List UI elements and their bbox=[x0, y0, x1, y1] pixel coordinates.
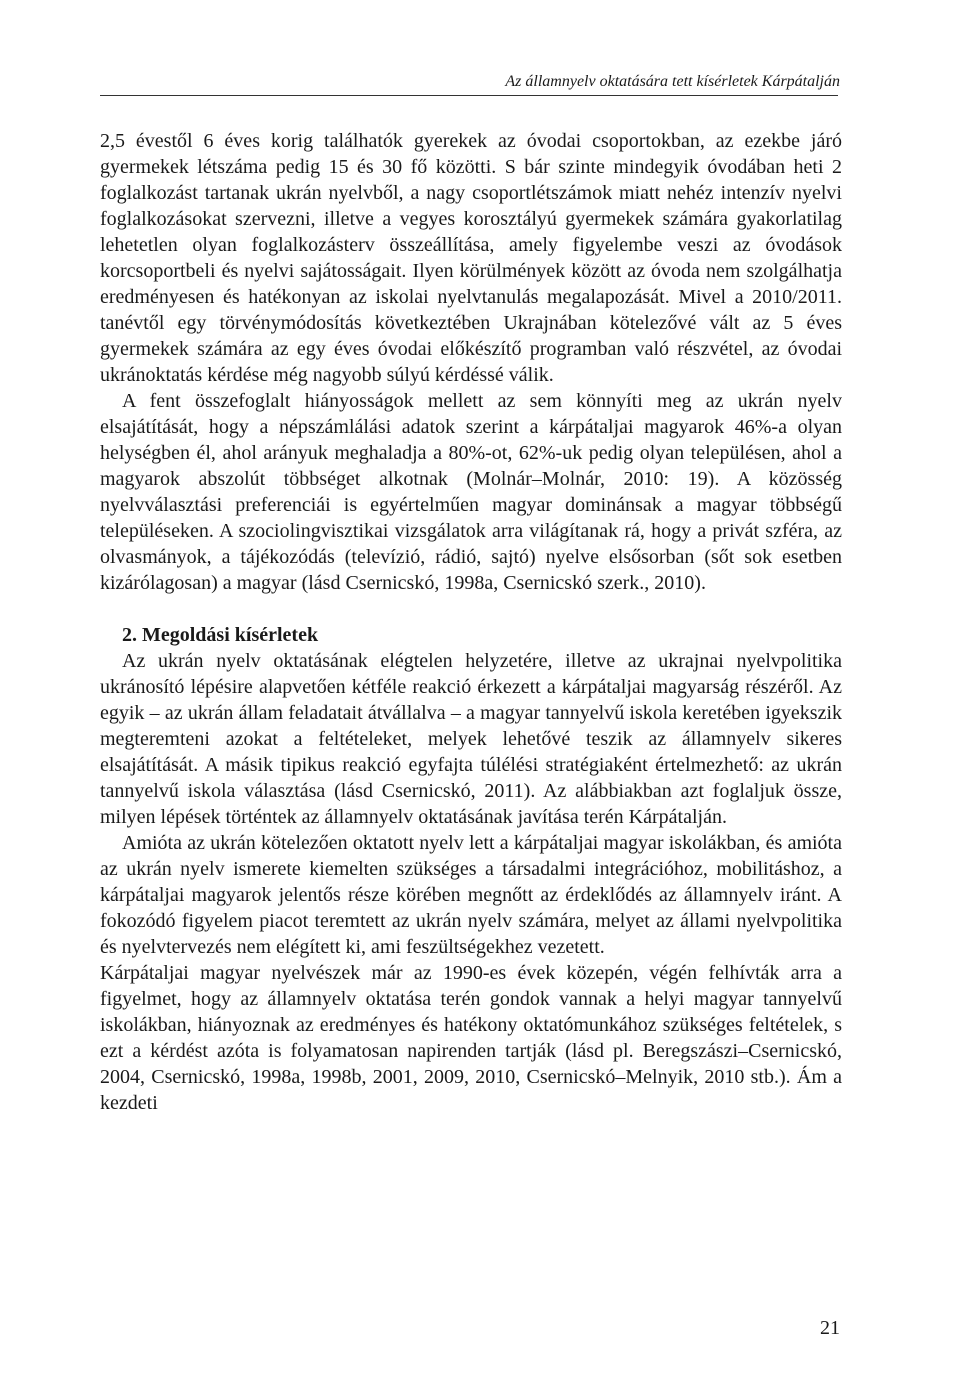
body-text bbox=[100, 128, 842, 1116]
paragraph: Kárpátaljai magyar nyelvészek már az 1990-es évek közepén, végén felhívták arra a figyelmet, hogy az államnyelv oktatása terén gondok vannak a helyi magyar tannyelvű iskolákban, hiányoznak az eredményes és hatékony oktatómunkához szükséges feltételek, s ezt a kérdést azóta is folyamatosan napirenden tartják (lásd pl. Beregszászi–Csernicskó, 2004, Csernicskó, 1998a, 1998b, 2001, 2009, 2010, Csernicskó–Melnyik, 2010 stb.). Ám a kezdeti bbox=[100, 962, 842, 1114]
running-header: Az államnyelv oktatására tett kísérletek Kárpátalján bbox=[505, 73, 840, 90]
page-number: 21 bbox=[820, 1317, 840, 1339]
paragraph: A fent összefoglalt hiányosságok mellett az sem könnyíti meg az ukrán nyelv elsajátítását, hogy a népszámlálási adatok szerint a kárpátaljai magyarok 46%-a olyan helységben él, ahol arányuk meghaladja a 80%-ot, 62%-uk pedig olyan településen, ahol a magyarok abszolút többséget alkotnak (Molnár–Molnár, 2010: 19). A közösség nyelvválasztási preferenciái is egyértelműen magyar dominánsak a magyar többségű településeken. A szociolingvisztikai vizsgálatok arra világítanak rá, hogy a privát szféra, az olvasmányok, a tájékozódás (televízió, rádió, sajtó) nyelve elsősorban (sőt sok esetben kizárólagosan) a magyar (lásd Csernicskó, 1998a, Csernicskó szerk., 2010). bbox=[100, 390, 842, 594]
paragraph: 2,5 évestől 6 éves korig találhatók gyerekek az óvodai csoportokban, az ezekbe járó gyermekek létszáma pedig 15 és 30 fő közötti. S bár szinte mindegyik óvodában heti 2 foglalkozást tartanak ukrán nyelvből, a nagy csoportlétszámok miatt nehéz intenzív nyelvi foglalkozásokat szervezni, illetve a vegyes korosztályú gyermekek számára gyakorlatilag lehetetlen olyan foglalkozásterv összeállítása, amely figyelembe veszi az óvodások korcsoportbeli és nyelvi sajátosságait. Ilyen körülmények között az óvoda nem szolgálhatja eredményesen és hatékonyan az iskolai nyelvtanulás megalapozását. Mivel a 2010/2011. tanévtől egy törvénymódosítás következtében Ukrajnában kötelezővé vált az 5 éves gyermekek számára az egy éves óvodai előkészítő programban való részvétel, az óvodai ukránoktatás kérdése még nagyobb súlyú kérdéssé válik. bbox=[100, 130, 842, 386]
section-heading: 2. Megoldási kísérletek bbox=[122, 624, 319, 646]
paragraph: Az ukrán nyelv oktatásának elégtelen helyzetére, illetve az ukrajnai nyelvpolitika ukránosító lépésire alapvetően kétféle reakció érkezett a kárpátaljai magyarság részéről. Az egyik – az ukrán állam feladatait átvállalva – a magyar tannyelvű iskola keretében igyekszik megteremteni azokat a feltételeket, melyek lehetővé teszik az államnyelv sikeres elsajátítását. A másik tipikus reakció egyfajta túlélési stratégiaként értelmezhető: az ukrán tannyelvű iskola választása (lásd Csernicskó, 2011). Az alábbiakban azt foglaljuk össze, milyen lépések történtek az államnyelv oktatásának javítása terén Kárpátalján. bbox=[100, 650, 842, 828]
paragraph: Amióta az ukrán kötelezően oktatott nyelv lett a kárpátaljai magyar iskolákban, és amióta az ukrán nyelv ismerete kiemelten szükséges a társadalmi integrációhoz, mobilitáshoz, a kárpátaljai magyarok jelentős része körében megnőtt az érdeklődés az államnyelv iránt. A fokozódó figyelem piacot teremtett az ukrán nyelv számára, melyet az állami nyelvpolitika és nyelvtervezés nem elégített ki, ami feszültségekhez vezetett. bbox=[100, 832, 842, 958]
header-rule bbox=[100, 95, 838, 96]
